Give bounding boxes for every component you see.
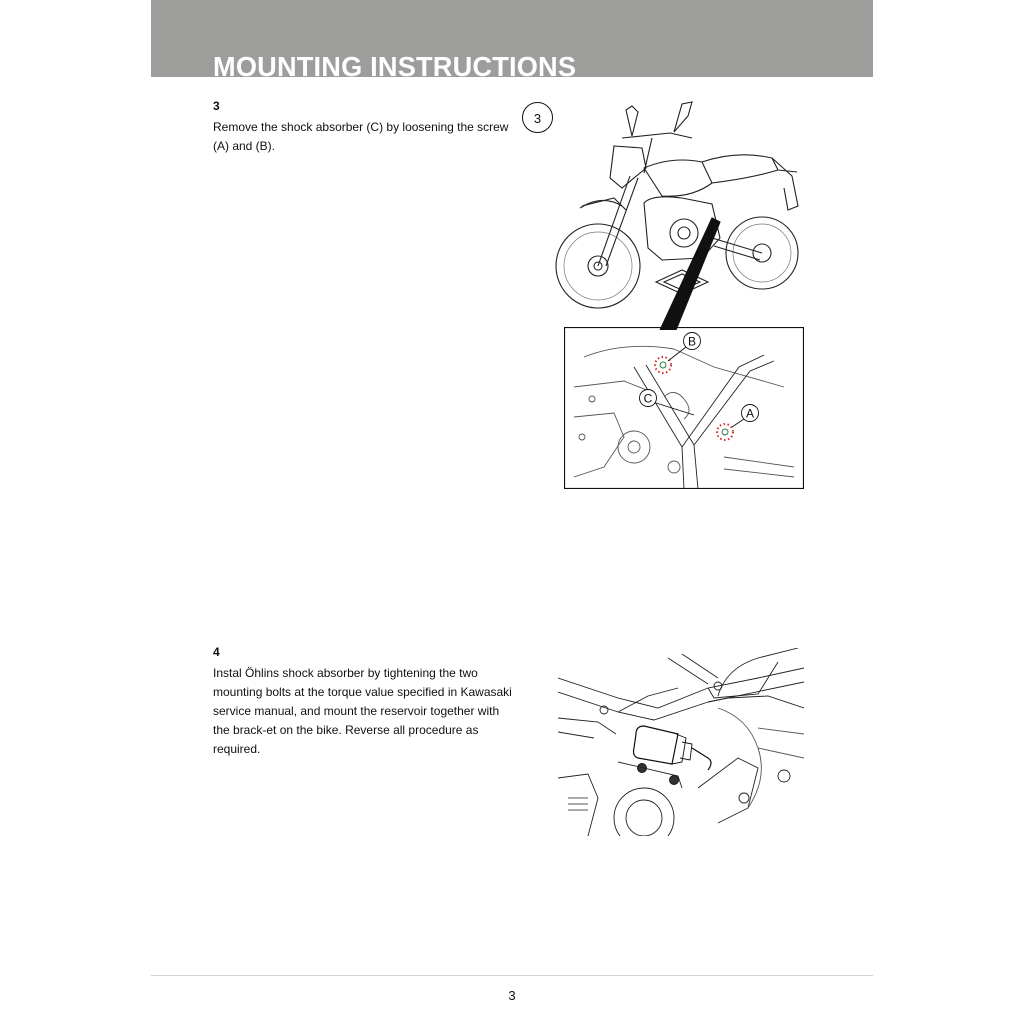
callout-a: A — [745, 406, 755, 421]
step-3-text: Remove the shock absorber (C) by loosening the screw (A) and (B). — [213, 120, 509, 153]
callout-b: B — [687, 334, 697, 349]
motorcycle-illustration — [552, 98, 806, 330]
step-4-text: Instal Öhlins shock absorber by tightening the two mounting bolts at the torque value specified in Kawasaki service manual, and mount the reservoir together with the brack-et on the bike. Reverse all procedure as required. — [213, 666, 512, 756]
callout-c: C — [643, 391, 653, 406]
step-4-number: 4 — [213, 645, 220, 659]
page-number: 3 — [508, 988, 516, 1003]
step-3-number: 3 — [213, 99, 220, 113]
header-band — [151, 0, 873, 77]
footer-divider — [151, 975, 873, 976]
shock-installation-illustration — [558, 648, 804, 836]
page-title: MOUNTING INSTRUCTIONS — [213, 51, 577, 77]
figure-badge: 3 — [522, 102, 553, 133]
shock-absorber-detail-illustration — [564, 327, 804, 489]
